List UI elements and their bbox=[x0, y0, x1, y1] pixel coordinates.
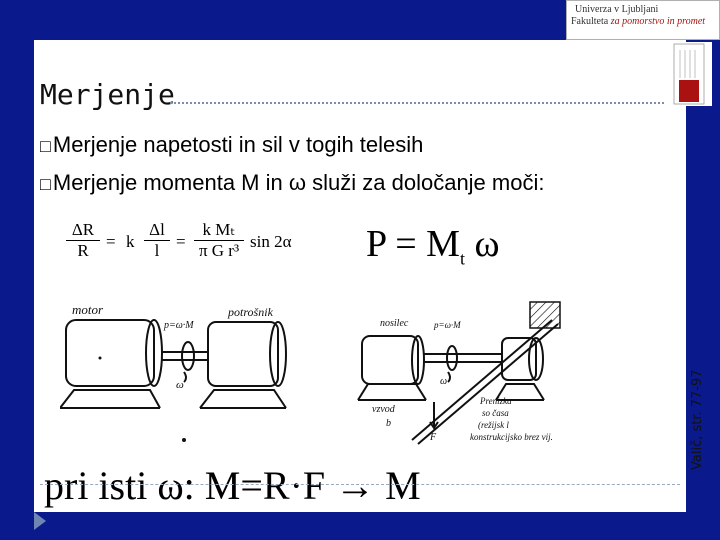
fraction-denominator: π G r³ bbox=[198, 241, 240, 260]
bullet-2 bbox=[40, 170, 544, 196]
power-label: p=ω·M bbox=[164, 320, 194, 331]
power-label: p=ω·M bbox=[434, 320, 461, 330]
equals-sign: = bbox=[176, 232, 186, 251]
omega-label: ω bbox=[440, 376, 448, 387]
bullet-box-icon: □ bbox=[40, 174, 51, 194]
source-reference: Valič, str. 77-97 bbox=[690, 369, 705, 470]
omega-symbol: ω bbox=[474, 223, 500, 265]
note-line-2: so časa bbox=[482, 408, 509, 418]
sine-term: sin 2α bbox=[250, 232, 292, 251]
bullet-2-text: Merjenje momenta M in ω služi za določanje moči: bbox=[52, 170, 545, 195]
fraction-denominator: l bbox=[154, 241, 160, 260]
equals-sign: = bbox=[106, 232, 116, 251]
note-line-3: (režijsk l bbox=[478, 420, 509, 430]
motor-label: motor bbox=[72, 302, 104, 317]
constant-k: k bbox=[126, 232, 135, 251]
logo-university-name: Univerza v Ljubljani bbox=[575, 4, 659, 15]
fraction-delta-r bbox=[66, 220, 100, 261]
strain-formula bbox=[66, 220, 316, 272]
fraction-numerator: Δl bbox=[144, 220, 170, 241]
note-line-4: konstrukcijsko brez vij. bbox=[470, 432, 553, 442]
slide-title: Merjenje bbox=[40, 78, 175, 111]
fraction-torque bbox=[194, 220, 244, 261]
consumer-label: potrošnik bbox=[228, 305, 273, 319]
logo-faculty-prefix: Fakulteta bbox=[571, 16, 611, 27]
bullet-box-icon: □ bbox=[40, 136, 51, 156]
motor-brake-sketch bbox=[60, 290, 300, 450]
torque-subscript: t bbox=[459, 248, 465, 269]
force-label: F bbox=[430, 432, 437, 443]
fraction-numerator: ΔR bbox=[66, 220, 100, 241]
torque-symbol: M bbox=[426, 223, 460, 265]
power-symbol: P bbox=[366, 223, 386, 265]
bottom-divider bbox=[40, 484, 680, 485]
power-equals: = bbox=[395, 223, 417, 265]
bullet-1-text: Merjenje napetosti in sil v togih telesih bbox=[52, 132, 424, 157]
conclusion-text: pri isti ω: M=R·F → M bbox=[44, 463, 421, 508]
fraction-delta-l bbox=[144, 220, 170, 261]
faculty-emblem-icon bbox=[666, 42, 712, 106]
power-formula bbox=[366, 222, 500, 270]
logo-faculty-suffix: za pomorstvo in promet bbox=[610, 16, 706, 27]
logo-faculty-name bbox=[571, 16, 705, 27]
play-icon[interactable] bbox=[34, 512, 46, 530]
note-line-1: Prenizka bbox=[480, 396, 512, 406]
bullet-1 bbox=[40, 132, 423, 158]
lever-brake-sketch bbox=[352, 292, 622, 472]
support-label: nosilec bbox=[380, 318, 409, 329]
b-label: b bbox=[386, 418, 391, 429]
fraction-denominator: R bbox=[77, 241, 89, 260]
lever-label: vzvod bbox=[372, 404, 395, 415]
title-divider bbox=[170, 102, 664, 104]
omega-label: ω bbox=[176, 379, 184, 391]
fraction-numerator: k Mₜ bbox=[194, 220, 244, 241]
university-logo bbox=[566, 0, 720, 40]
